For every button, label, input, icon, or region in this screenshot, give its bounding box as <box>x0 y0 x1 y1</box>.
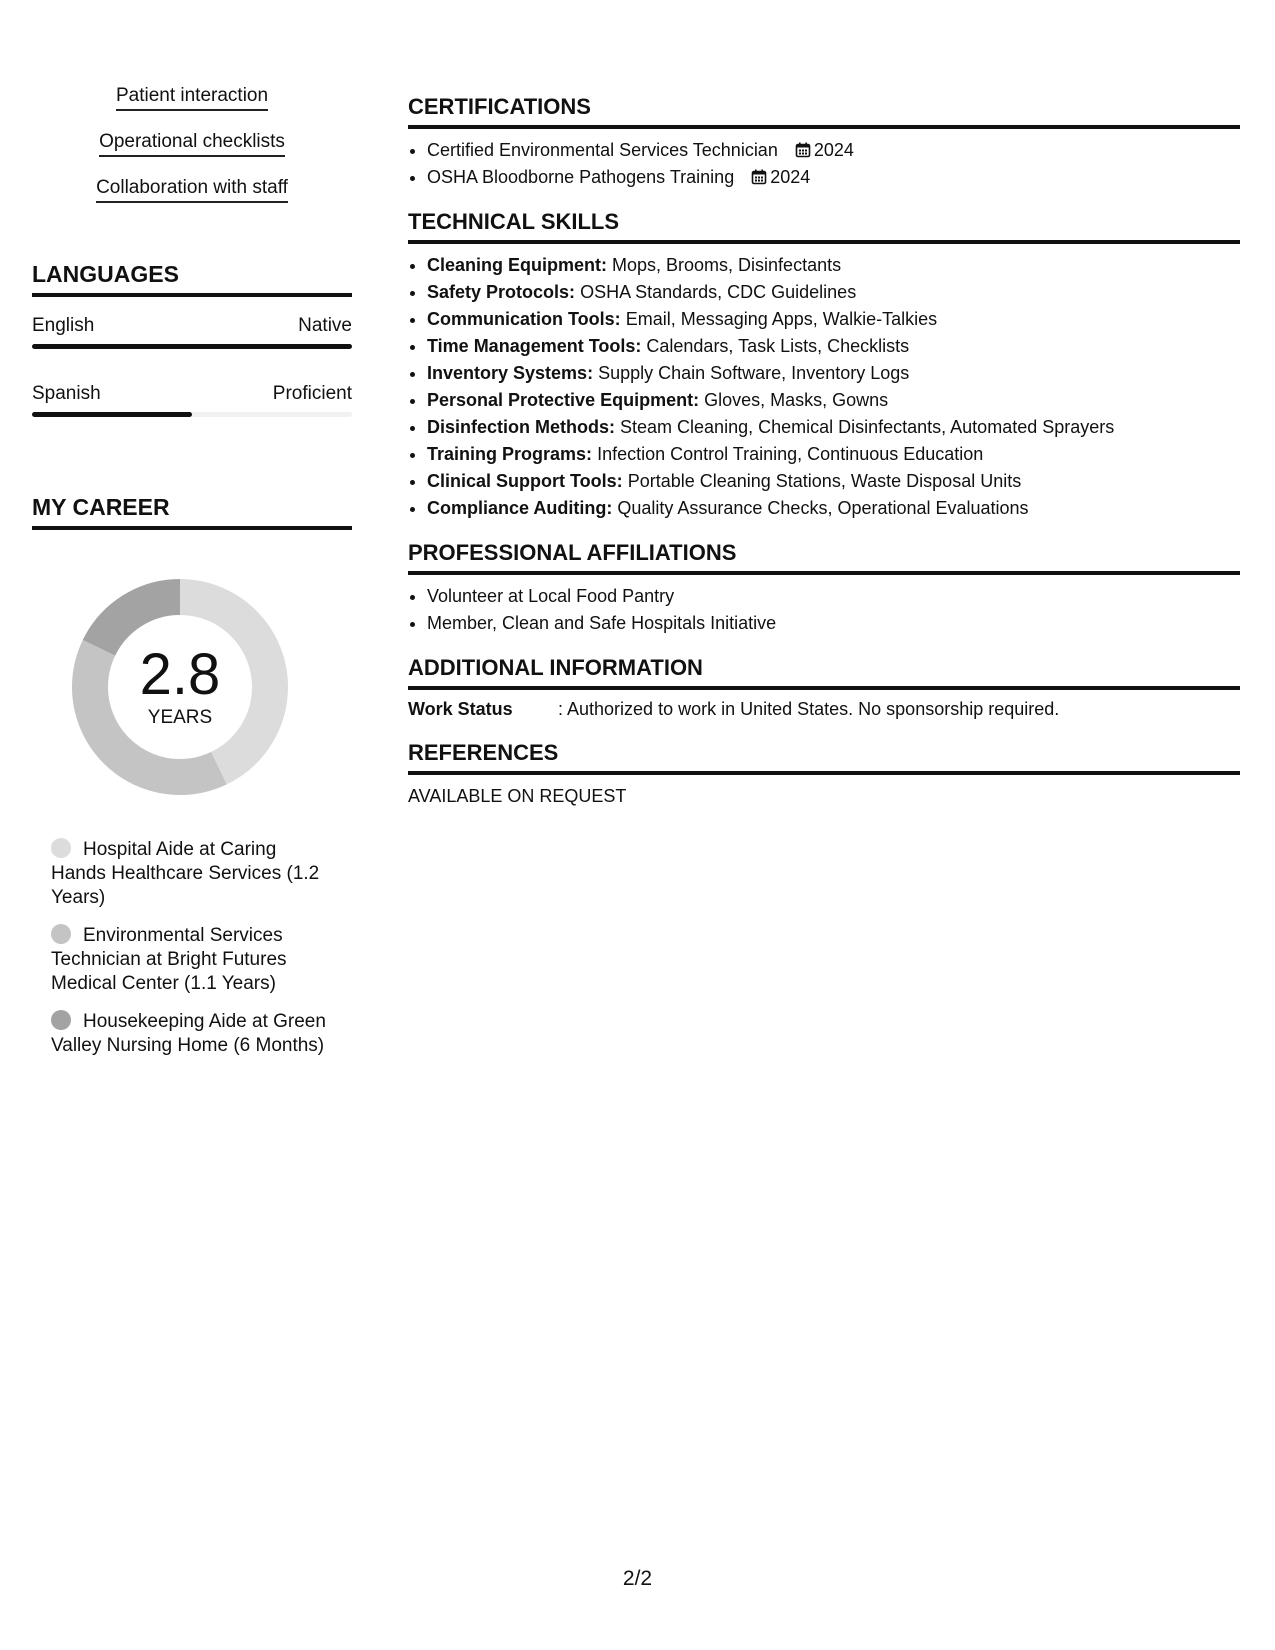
skill-label: Communication Tools: <box>427 309 621 329</box>
skill-value: OSHA Standards, CDC Guidelines <box>580 282 857 302</box>
skill-value: Email, Messaging Apps, Walkie-Talkies <box>625 309 938 329</box>
language-bar-fill <box>32 412 192 417</box>
language-row <box>32 381 352 417</box>
skill-tag: Operational checklists <box>99 130 285 157</box>
work-status-row <box>408 696 1240 722</box>
skill-value: Mops, Brooms, Disinfectants <box>612 255 842 275</box>
calendar-icon <box>795 142 811 158</box>
career-legend-item <box>51 924 326 996</box>
skill-value: Steam Cleaning, Chemical Disinfectants, Automated Sprayers <box>620 417 1115 437</box>
language-bar-track <box>32 412 352 417</box>
language-level: Native <box>298 315 352 336</box>
skill-item <box>427 360 1240 387</box>
affiliation-item: • Member, Clean and Safe Hospitals Initiative <box>427 610 1240 637</box>
certification-year: 2024 <box>813 140 854 160</box>
career-title: MY CAREER <box>32 493 352 530</box>
skill-label: Inventory Systems: <box>427 363 594 383</box>
technical-skills-section <box>408 209 1240 522</box>
skill-item <box>427 441 1240 468</box>
skill-label: Time Management Tools: <box>427 336 642 356</box>
certification-item <box>427 164 1240 191</box>
language-bar-track <box>32 344 352 349</box>
career-legend-item <box>51 838 326 910</box>
skill-item <box>427 306 1240 333</box>
certification-name: Certified Environmental Services Technician <box>427 140 778 160</box>
language-row <box>32 313 352 349</box>
calendar-icon <box>751 169 767 185</box>
legend-label: Housekeeping Aide at Green Valley Nursing Home (6 Months) <box>51 1011 326 1056</box>
legend-color-dot <box>51 1010 71 1030</box>
affiliation-item: • Volunteer at Local Food Pantry <box>427 583 1240 610</box>
career-legend-item <box>51 1010 326 1058</box>
career-total-unit: YEARS <box>147 707 213 728</box>
skill-item <box>427 279 1240 306</box>
legend-label: Environmental Services Technician at Bright Futures Medical Center (1.1 Years) <box>51 925 287 994</box>
language-name: English <box>32 315 95 336</box>
language-bar-fill <box>32 344 352 349</box>
certification-year: 2024 <box>770 167 811 187</box>
skill-value: Infection Control Training, Continuous Education <box>597 444 984 464</box>
skill-item <box>427 333 1240 360</box>
skill-tag: Collaboration with staff <box>96 176 288 203</box>
languages-title: LANGUAGES <box>32 260 352 297</box>
references-section <box>408 740 1240 809</box>
skill-value: Calendars, Task Lists, Checklists <box>646 336 910 356</box>
legend-color-dot <box>51 924 71 944</box>
language-name: Spanish <box>32 383 101 404</box>
certifications-title: CERTIFICATIONS <box>408 94 1240 129</box>
affiliations-title: PROFESSIONAL AFFILIATIONS <box>408 540 1240 575</box>
work-status-label: Work Status <box>408 699 513 719</box>
career-section <box>32 493 352 1058</box>
technical-skills-list <box>408 252 1240 522</box>
skill-tags <box>32 84 352 222</box>
legend-color-dot <box>51 838 71 858</box>
certifications-section <box>408 94 1240 191</box>
skill-label: Training Programs: <box>427 444 593 464</box>
references-title: REFERENCES <box>408 740 1240 775</box>
additional-info-section <box>408 655 1240 722</box>
skill-value: Quality Assurance Checks, Operational Evaluations <box>617 498 1029 518</box>
affiliations-list <box>408 583 1240 637</box>
skill-item <box>427 252 1240 279</box>
skill-label: Compliance Auditing: <box>427 498 613 518</box>
skill-tag: Patient interaction <box>116 84 268 111</box>
languages-section <box>32 260 352 417</box>
career-total-value: 2.8 <box>139 642 221 707</box>
certifications-list <box>408 137 1240 191</box>
affiliations-section <box>408 540 1240 637</box>
skill-value: Gloves, Masks, Gowns <box>704 390 889 410</box>
left-column <box>32 84 352 1072</box>
skill-item <box>427 495 1240 522</box>
certification-name: OSHA Bloodborne Pathogens Training <box>427 167 735 187</box>
additional-info-title: ADDITIONAL INFORMATION <box>408 655 1240 690</box>
skill-item <box>427 387 1240 414</box>
career-legend <box>51 838 326 1058</box>
right-column <box>408 94 1240 827</box>
skill-label: Personal Protective Equipment: <box>427 390 700 410</box>
skill-label: Clinical Support Tools: <box>427 471 623 491</box>
career-donut-chart <box>65 572 295 802</box>
skill-value: Portable Cleaning Stations, Waste Disposal Units <box>627 471 1022 491</box>
skill-item <box>427 414 1240 441</box>
certification-item <box>427 137 1240 164</box>
legend-label: Hospital Aide at Caring Hands Healthcare Services (1.2 Years) <box>51 839 320 908</box>
skill-value: Supply Chain Software, Inventory Logs <box>598 363 910 383</box>
technical-skills-title: TECHNICAL SKILLS <box>408 209 1240 244</box>
page-number: 2/2 <box>622 1567 653 1590</box>
skill-label: Cleaning Equipment: <box>427 255 607 275</box>
skill-label: Disinfection Methods: <box>427 417 615 437</box>
skill-item <box>427 468 1240 495</box>
skill-label: Safety Protocols: <box>427 282 576 302</box>
language-level: Proficient <box>272 383 352 404</box>
references-text: AVAILABLE ON REQUEST <box>408 786 627 806</box>
work-status-value: : Authorized to work in United States. No sponsorship required. <box>558 699 1060 719</box>
